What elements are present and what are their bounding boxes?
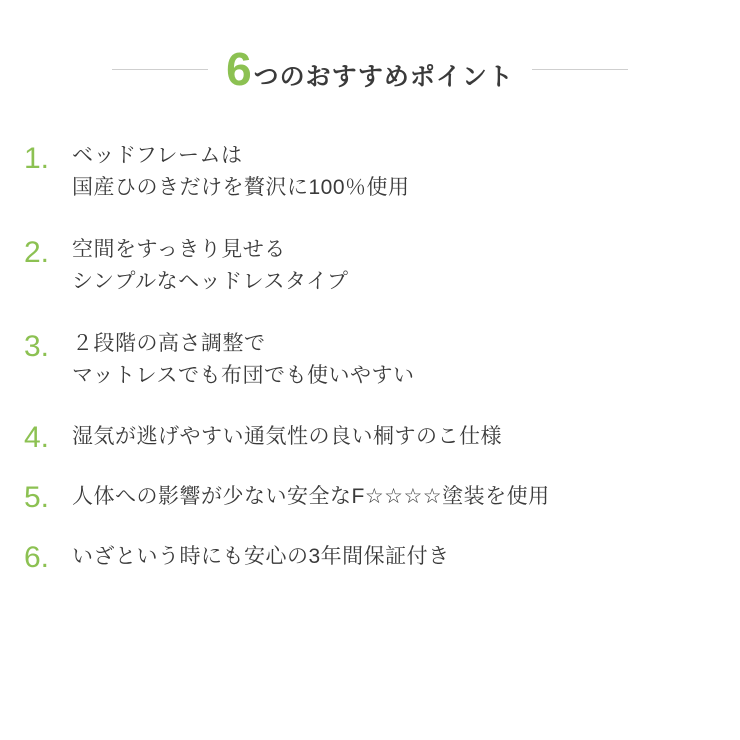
list-item-number: 1. xyxy=(24,142,50,175)
list-item-line: マットレスでも布団でも使いやすい xyxy=(72,363,415,387)
list-item-text xyxy=(72,421,740,453)
list-item-number: 6. xyxy=(24,541,50,575)
list-item-text xyxy=(72,140,740,204)
list-item-text xyxy=(72,328,740,392)
list-item-line: 湿気が逃げやすい通気性の良い桐すのこ仕様 xyxy=(72,425,502,449)
page-heading xyxy=(0,43,740,95)
list-item xyxy=(0,541,740,573)
list-item-line: ベッドフレームは xyxy=(72,144,243,167)
list-item-number: 5. xyxy=(24,481,50,515)
list-item xyxy=(0,481,740,513)
list-item-text xyxy=(72,541,740,573)
list-item-line: 国産ひのきだけを贅沢に100％使用 xyxy=(72,175,410,199)
heading-label: つのおすすめポイント xyxy=(253,63,514,91)
list-item xyxy=(0,328,740,392)
list-item-line: シンプルなヘッドレスタイプ xyxy=(72,269,349,293)
heading-rule-right xyxy=(532,69,628,70)
list-item-line: 空間をすっきり見せる xyxy=(72,237,286,261)
list-item xyxy=(0,234,740,298)
list-item xyxy=(0,421,740,453)
list-item-line: 人体への影響が少ない安全なF☆☆☆☆塗装を使用 xyxy=(72,485,550,509)
heading-number: 6 xyxy=(226,43,252,95)
heading-text xyxy=(226,43,514,95)
list-item-text xyxy=(72,234,740,298)
list-item-line: ２段階の高さ調整で xyxy=(72,331,266,355)
points-list xyxy=(0,140,740,573)
list-item-number: 4. xyxy=(24,421,50,455)
list-item-text xyxy=(72,481,740,513)
list-item xyxy=(0,140,740,204)
list-item-number: 3. xyxy=(24,329,50,363)
heading-rule-left xyxy=(112,69,208,70)
list-item-number: 2. xyxy=(24,235,50,269)
list-item-line: いざという時にも安心の3年間保証付き xyxy=(72,545,450,569)
